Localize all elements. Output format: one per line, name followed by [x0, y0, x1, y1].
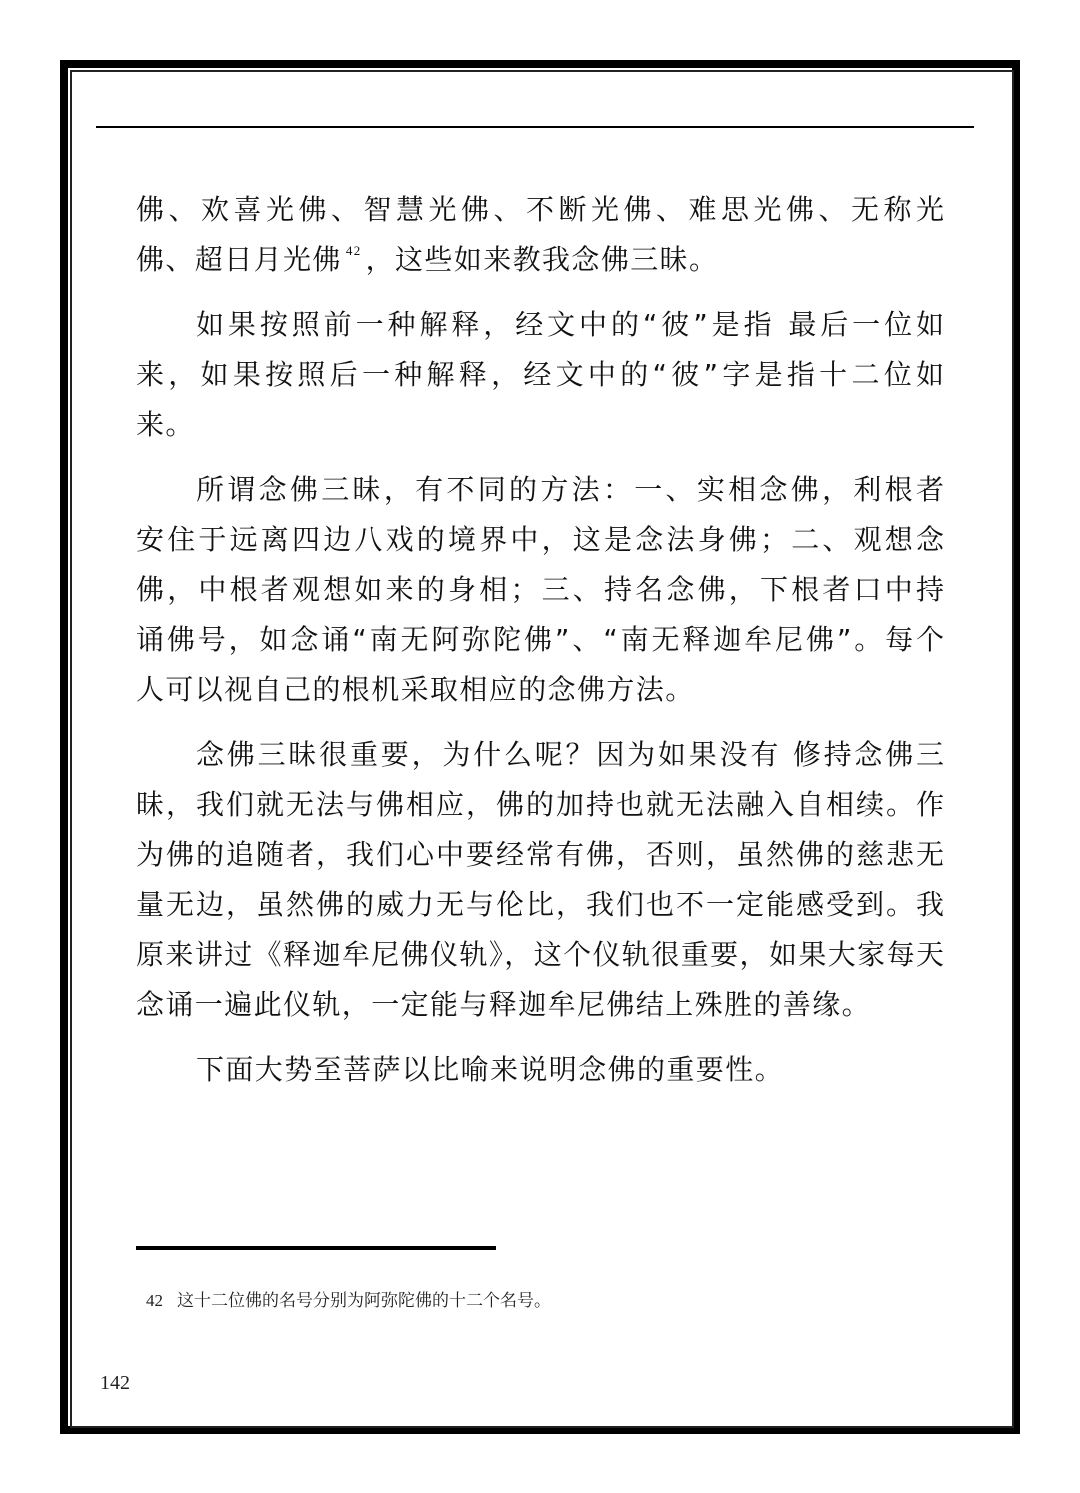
text-line: 来。	[136, 408, 195, 441]
text-line: 佛、欢喜光佛、智慧光佛、不断光佛、难思光佛、无称光	[136, 193, 944, 226]
paragraph	[136, 1045, 944, 1095]
text-line: 来，如果按照后一种解释，经文中的“彼”字是指十二位如	[136, 358, 944, 391]
text-line: 诵佛号，如念诵“南无阿弥陀佛”、“南无释迦牟尼佛”。每个	[136, 623, 944, 656]
text-line: 原来讲过《释迦牟尼佛仪轨》，这个仪轨很重要，如果大家每天	[136, 938, 944, 971]
text-line: 下面大势至菩萨以比喻来说明念佛的重要性。	[196, 1053, 785, 1086]
paragraph	[136, 300, 944, 450]
page-number: 142	[100, 1372, 130, 1394]
paragraph	[136, 185, 944, 285]
footnote-separator	[136, 1246, 496, 1250]
text-line: 念诵一遍此仪轨，一定能与释迦牟尼佛结上殊胜的善缘。	[136, 988, 872, 1021]
text-line: 昧，我们就无法与佛相应，佛的加持也就无法融入自相续。作	[136, 788, 944, 821]
footnote-text: 这十二位佛的名号分别为阿弥陀佛的十二个名号。	[177, 1291, 551, 1311]
text-line: 量无边，虽然佛的威力无与伦比，我们也不一定能感受到。我	[136, 888, 944, 921]
text-line: 安住于远离四边八戏的境界中，这是念法身佛；二、观想念	[136, 523, 944, 556]
header-rule	[96, 126, 974, 128]
text-line	[136, 235, 944, 285]
text-line: 人可以视自己的根机采取相应的念佛方法。	[136, 673, 695, 706]
paragraph	[136, 465, 944, 715]
body-text	[136, 185, 944, 1110]
text-line: 念佛三昧很重要，为什么呢？因为如果没有 修持念佛三	[196, 738, 944, 771]
text-segment: 佛、超日月光佛	[136, 243, 342, 276]
text-line: 佛，中根者观想如来的身相；三、持名念佛，下根者口中持	[136, 573, 944, 606]
text-line: 为佛的追随者，我们心中要经常有佛，否则，虽然佛的慈悲无	[136, 838, 944, 871]
text-segment: ，这些如来教我念佛三昧。	[365, 243, 719, 276]
text-line: 如果按照前一种解释，经文中的“彼”是指 最后一位如	[196, 308, 944, 341]
text-line: 所谓念佛三昧，有不同的方法：一、实相念佛，利根者	[196, 473, 944, 506]
paragraph	[136, 730, 944, 1030]
footnote	[146, 1286, 551, 1311]
footnote-number: 42	[146, 1291, 163, 1310]
footnote-reference[interactable]: 42	[345, 243, 362, 258]
